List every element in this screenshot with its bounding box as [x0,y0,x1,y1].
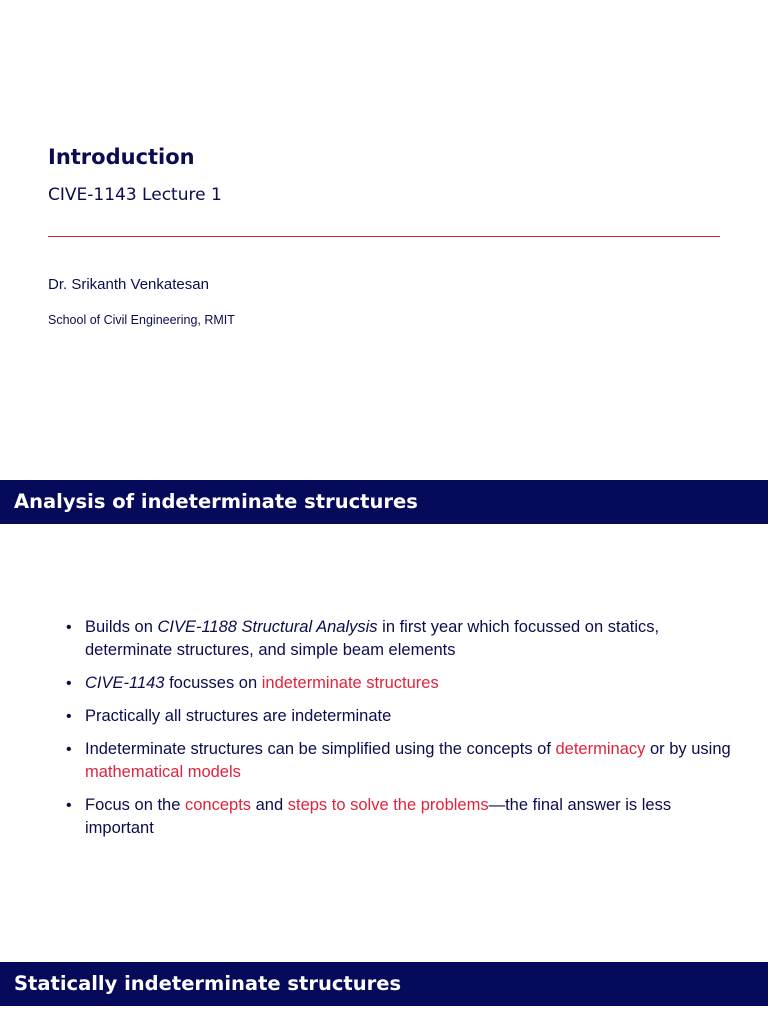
author-name: Dr. Srikanth Venkatesan [48,276,209,293]
bullet-item [64,794,744,840]
bullet-item [64,738,744,784]
slide-title: Introduction [48,145,195,169]
bullet-item [64,616,744,662]
bullet-text: Practically all structures are indeterminate [85,707,392,725]
section-header-bar [0,480,768,524]
bullet-dot-icon: • [66,675,72,692]
bullet-dot-icon: • [66,797,72,814]
bullet-text: Builds on CIVE-1188 Structural Analysis in first year which focussed on statics, determinate structures, and simple beam elements [85,618,660,659]
section-heading: Analysis of indeterminate structures [14,490,418,513]
slide-subtitle: CIVE-1143 Lecture 1 [48,185,222,205]
bullet-list [64,616,744,850]
bullet-text: Focus on the concepts and steps to solve the problems—the final answer is less important [85,796,672,837]
bullet-dot-icon: • [66,708,72,725]
bullet-dot-icon: • [66,741,72,758]
author-affiliation: School of Civil Engineering, RMIT [48,313,235,327]
bullet-dot-icon: • [66,619,72,636]
section-heading: Statically indeterminate structures [14,972,402,995]
title-divider [48,236,720,237]
bullet-item [64,705,744,728]
bullet-item [64,672,744,695]
bullet-text: CIVE-1143 focusses on indeterminate structures [85,674,439,692]
bullet-text: Indeterminate structures can be simplified using the concepts of determinacy or by using mathematical models [85,740,731,781]
section-header-bar [0,962,768,1006]
